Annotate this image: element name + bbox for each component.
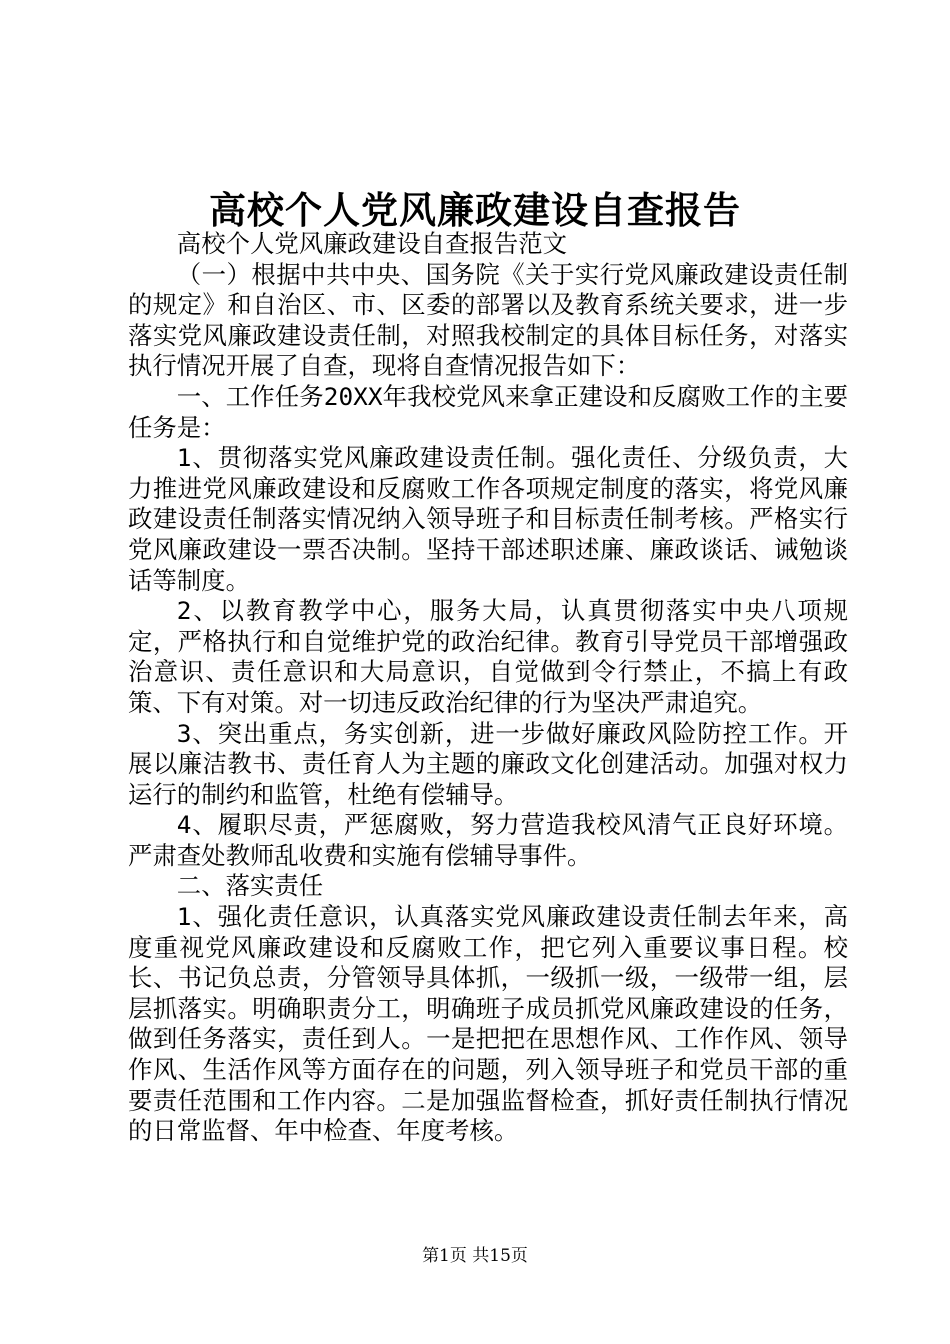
paragraph-task-4: 4、履职尽责，严惩腐败，努力营造我校风清气正良好环境。严肃查处教师乱收费和实施有偿辅导事件。 [128,810,848,870]
document-title: 高校个人党风廉政建设自查报告 [209,188,741,232]
document-body [128,229,848,1147]
paragraph-section-2-heading: 二、落实责任 [176,871,324,901]
paragraph-subtitle: 高校个人党风廉政建设自查报告范文 [176,229,568,258]
paragraph-task-3: 3、突出重点，务实创新，进一步做好廉政风险防控工作。开展以廉洁教书、责任育人为主题的廉政文化创建活动。加强对权力运行的制约和监管，杜绝有偿辅导。 [128,718,848,809]
paragraph-responsibility-1: 1、强化责任意识，认真落实党风廉政建设责任制去年来，高度重视党风廉政建设和反腐败工作，把它列入重要议事日程。校长、书记负总责，分管领导具体抓，一级抓一级，一级带一组，层层抓落实。明确职责分工，明确班子成员抓党风廉政建设的任务，做到任务落实，责任到人。一是把把在思想作风、工作作风、领导作风、生活作风等方面存在的问题，列入领导班子和党员干部的重要责任范围和工作内容。二是加强监督检查，抓好责任制执行情况的日常监督、年中检查、年度考核。 [128,902,848,1146]
paragraph-section-1-heading: 一、工作任务20XX年我校党风来拿正建设和反腐败工作的主要任务是： [128,381,848,442]
paragraph-intro: （一）根据中共中央、国务院《关于实行党风廉政建设责任制的规定》和自治区、市、区委的部署以及教育系统关要求，进一步落实党风廉政建设责任制，对照我校制定的具体目标任务，对落实执行情况开展了自查，现将自查情况报告如下： [128,259,848,381]
paragraph-task-2: 2、以教育教学中心，服务大局，认真贯彻落实中央八项规定，严格执行和自觉维护党的政治纪律。教育引导党员干部增强政治意识、责任意识和大局意识，自觉做到令行禁止，不搞上有政策、下有对策。对一切违反政治纪律的行为坚决严肃追究。 [128,596,848,717]
page-number-footer: 第1页 共15页 [422,1246,528,1266]
paragraph-task-1: 1、贯彻落实党风廉政建设责任制。强化责任、分级负责，大力推进党风廉政建设和反腐败工作各项规定制度的落实，将党风廉政建设责任制落实情况纳入领导班子和目标责任制考核。严格实行党风廉政建设一票否决制。坚持干部述职述廉、廉政谈话、诫勉谈话等制度。 [128,443,848,595]
